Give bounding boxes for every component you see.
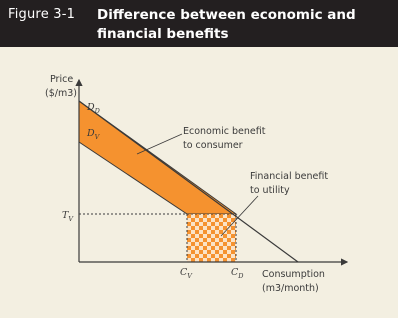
qty-cv-label [180,267,193,280]
curve-dd-sub: D [94,107,100,115]
economic-benefit-leader [137,134,182,154]
price-tv-sub: V [68,215,74,223]
curve-dd-main: D [87,102,95,113]
x-axis-label-line1: Consumption [262,269,325,280]
qty-cd-label [231,267,244,280]
qty-cd-main: C [231,267,239,278]
economic-benefit-label-line2: to consumer [183,140,243,151]
y-axis-label-line2: ($/m3) [45,88,77,99]
economic-benefit-label-line1: Economic benefit [183,126,266,137]
qty-cv-sub: V [187,272,192,280]
price-tv-label [62,210,74,223]
figure-title-line1: Difference between economic and [97,7,356,23]
price-tv-main: T [62,210,69,221]
qty-cd-sub: D [238,272,244,280]
financial-benefit-label-line1: Financial benefit [250,171,329,182]
figure-title-line2: financial benefits [97,26,229,42]
financial-benefit-label-line2: to utility [250,185,290,196]
curve-dv-main: D [87,128,95,139]
x-axis-label-line2: (m3/month) [262,283,319,294]
qty-cv-main: C [180,267,188,278]
figure-number: Figure 3-1 [8,7,76,22]
financial-benefit-area [187,214,236,262]
y-axis-label-line1: Price [50,74,74,85]
curve-dv-sub: V [94,133,100,141]
